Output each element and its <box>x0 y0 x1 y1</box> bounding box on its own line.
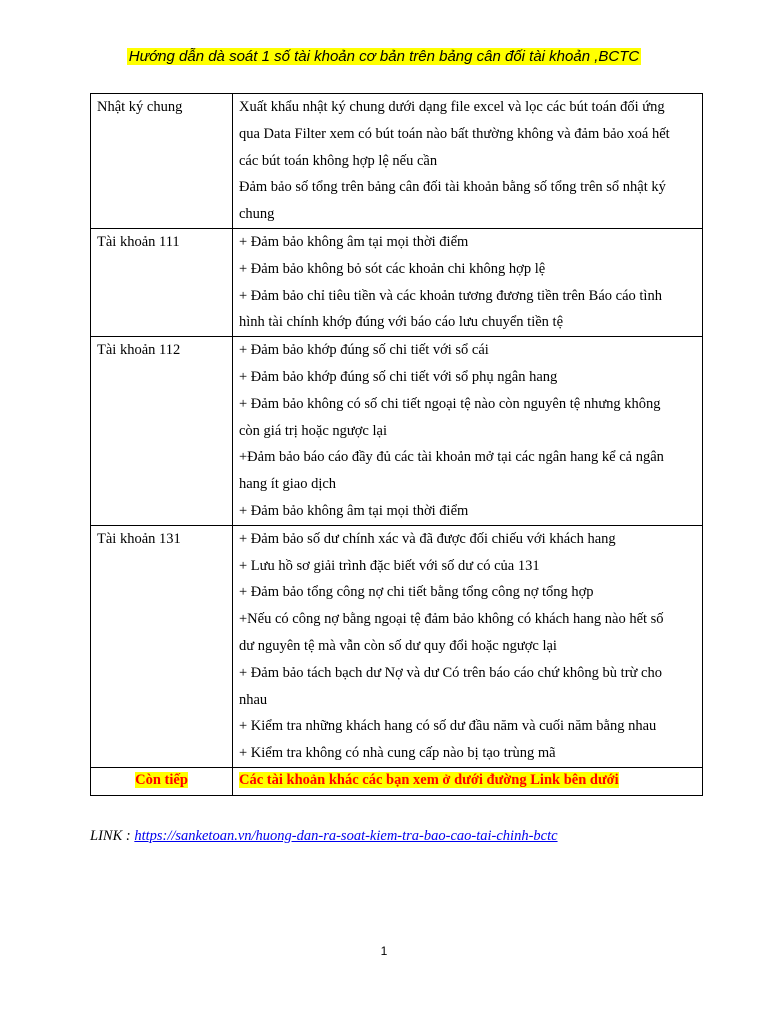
check-line: hình tài chính khớp đúng với báo cáo lưu chuyển tiền tệ <box>239 314 563 331</box>
check-line: + Kiểm tra những khách hang có số dư đầu năm và cuối năm bằng nhau <box>239 718 657 735</box>
check-line: + Đảm bảo số dư chính xác và đã được đối chiếu với khách hang <box>239 530 616 547</box>
check-line: các bút toán không hợp lệ nếu cần <box>239 152 438 169</box>
account-checks <box>233 337 703 526</box>
table-row <box>91 94 703 229</box>
link-prefix: LINK : <box>90 828 135 844</box>
check-line: + Đảm bảo không âm tại mọi thời điểm <box>239 502 469 519</box>
document-title: Hướng dẫn dà soát 1 số tài khoản cơ bản trên bảng cân đối tài khoản ,BCTC <box>128 48 640 65</box>
check-line: +Đảm bảo báo cáo đầy đủ các tài khoản mở tại các ngân hang kể cả ngân <box>239 449 664 466</box>
table-row <box>91 525 703 767</box>
table-row <box>91 228 703 336</box>
check-line: + Đảm bảo không có số chi tiết ngoại tệ nào còn nguyên tệ nhưng không <box>239 395 661 412</box>
account-checks <box>233 228 703 336</box>
document-title-wrap <box>0 48 768 66</box>
check-line: + Đảm bảo khớp đúng số chi tiết với sổ cái <box>239 342 489 359</box>
account-label: Tài khoản 112 <box>91 337 233 526</box>
check-line: + Đảm bảo không âm tại mọi thời điểm <box>239 233 469 250</box>
account-checks <box>233 94 703 229</box>
link-row <box>90 828 558 845</box>
check-line: + Đảm bảo khớp đúng số chi tiết với sổ phụ ngân hang <box>239 368 558 385</box>
account-label: Tài khoản 111 <box>91 228 233 336</box>
check-line: + Đảm bảo chỉ tiêu tiền và các khoản tương đương tiền trên Báo cáo tình <box>239 287 662 304</box>
continue-label: Còn tiếp <box>135 771 188 788</box>
check-line: dư nguyên tệ mà vẫn còn số dư quy đổi hoặc ngược lại <box>239 637 557 654</box>
account-checks <box>233 525 703 767</box>
check-line: Đảm bảo số tổng trên bảng cân đối tài khoản bằng số tổng trên sổ nhật ký <box>239 179 666 196</box>
check-line: chung <box>239 206 275 223</box>
page-number: 1 <box>380 944 388 958</box>
check-line: + Kiểm tra không có nhà cung cấp nào bị tạo trùng mã <box>239 745 556 762</box>
check-line: + Đảm bảo tổng công nợ chi tiết bằng tổng công nợ tổng hợp <box>239 584 594 601</box>
continue-text: Các tài khoản khác các bạn xem ở dưới đường Link bên dưới <box>239 771 619 788</box>
check-line: nhau <box>239 691 268 708</box>
check-line: hang ít giao dịch <box>239 476 337 493</box>
check-line: + Đảm bảo không bỏ sót các khoản chi không hợp lệ <box>239 260 546 277</box>
check-line: Xuất khẩu nhật ký chung dưới dạng file excel và lọc các bút toán đối ứng <box>239 99 665 115</box>
check-line: +Nếu có công nợ bằng ngoại tệ đảm bảo không có khách hang nào hết số <box>239 611 664 628</box>
check-line: qua Data Filter xem có bút toán nào bất thường không và đảm bảo xoá hết <box>239 125 670 142</box>
reference-link[interactable]: https://sanketoan.vn/huong-dan-ra-soat-kiem-tra-bao-cao-tai-chinh-bctc <box>134 828 558 844</box>
check-line: + Lưu hồ sơ giải trình đặc biết với số dư có của 131 <box>239 557 540 574</box>
check-line: còn giá trị hoặc ngược lại <box>239 422 387 439</box>
continue-text-cell <box>233 767 703 795</box>
table-row <box>91 337 703 526</box>
continue-label-cell <box>91 767 233 795</box>
account-label: Tài khoản 131 <box>91 525 233 767</box>
check-line: + Đảm bảo tách bạch dư Nợ và dư Có trên báo cáo chứ không bù trừ cho <box>239 664 662 681</box>
account-label: Nhật ký chung <box>91 94 233 229</box>
checklist-table <box>90 93 703 796</box>
continue-row <box>91 767 703 795</box>
